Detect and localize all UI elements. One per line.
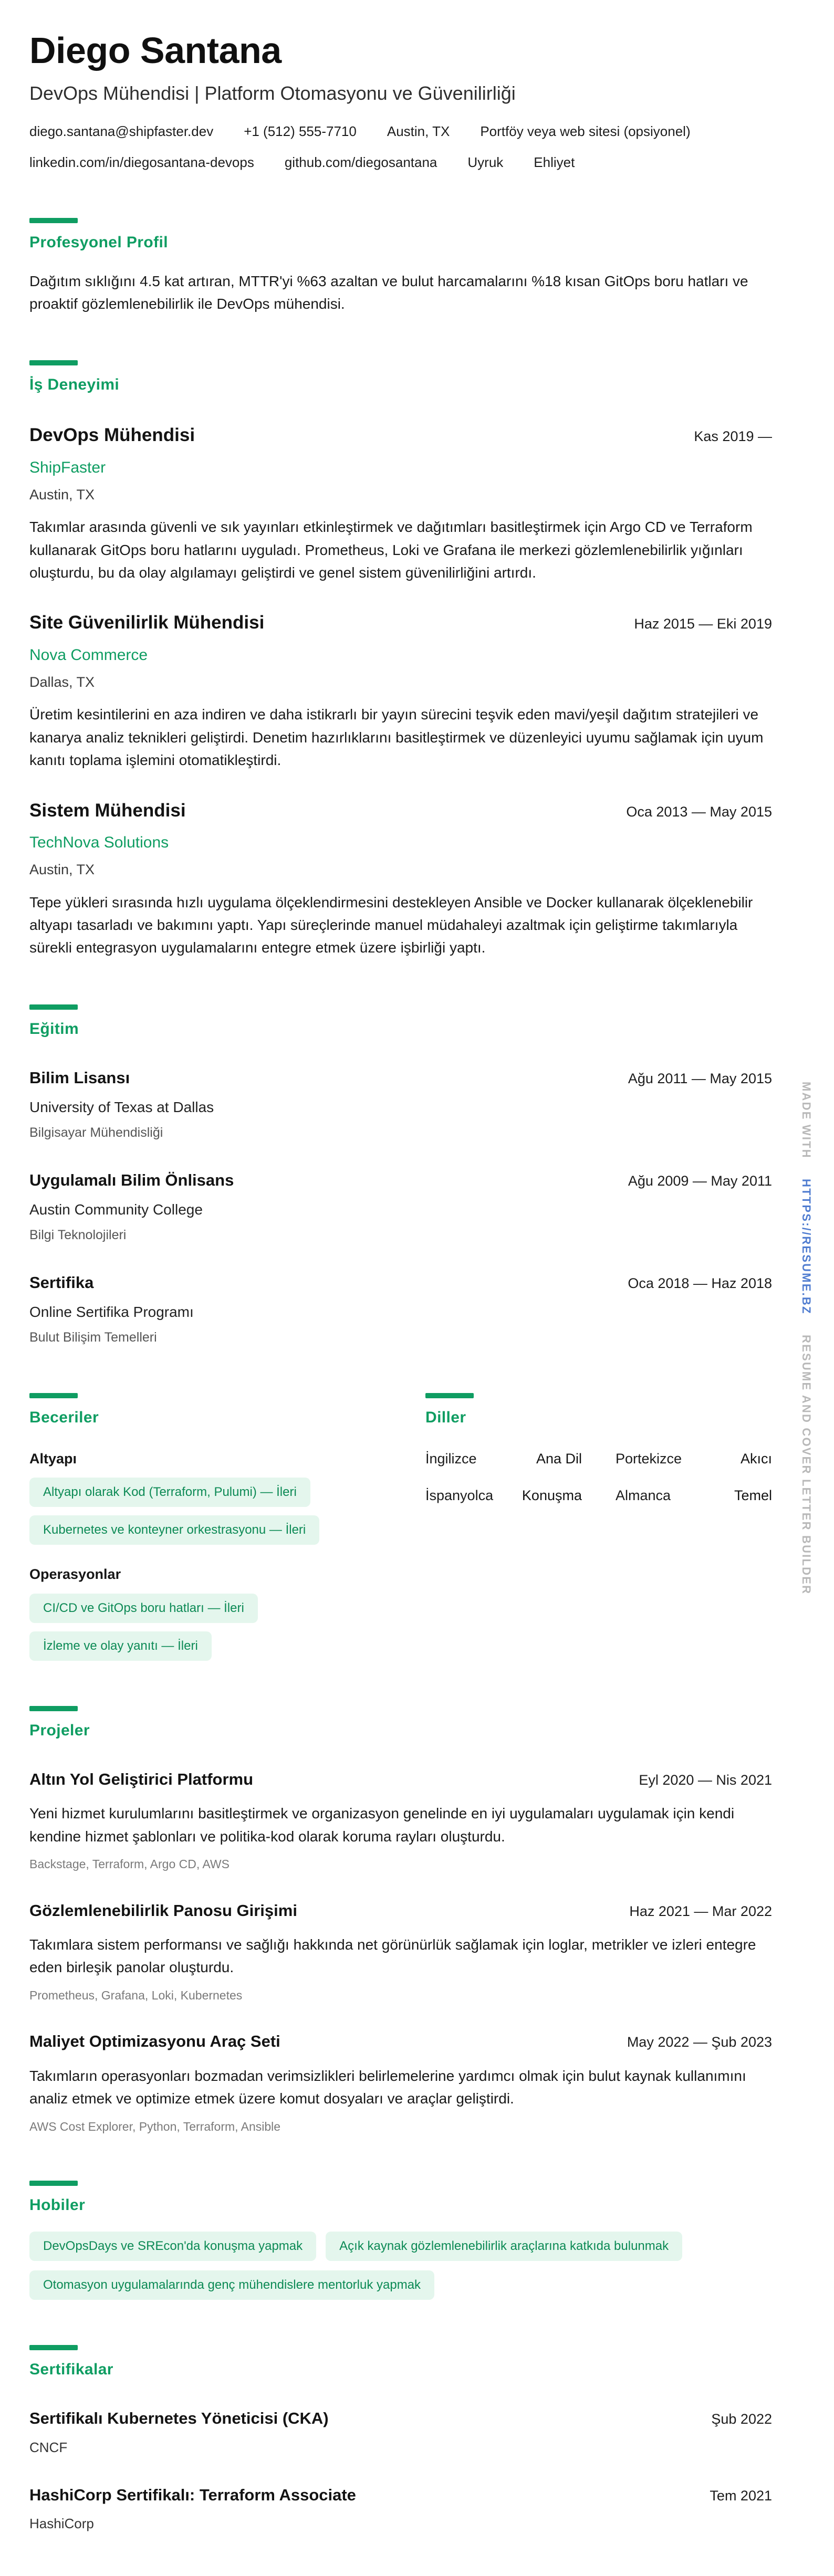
license-text: Ehliyet [534,154,575,170]
website-placeholder[interactable]: Portföy veya web sitesi (opsiyonel) [480,123,691,139]
company-link[interactable]: Nova Commerce [29,646,148,664]
job-location: Austin, TX [29,862,95,878]
certification-date: Tem 2021 [710,2487,772,2504]
certification-issuer: HashiCorp [29,2516,94,2532]
language-item [425,1448,582,1470]
hobbies-section [29,2181,772,2300]
profile-section-title: Profesyonel Profil [29,233,168,251]
project-name: Maliyet Optimizasyonu Araç Seti [29,2032,280,2051]
experience-item-header [29,422,772,449]
school-name: Austin Community College [29,1201,203,1218]
section-accent-bar [29,218,78,223]
project-tech-stack: Backstage, Terraform, Argo CD, AWS [29,1857,230,1871]
project-tech-stack: Prometheus, Grafana, Loki, Kubernetes [29,1988,243,2002]
language-level: Akıcı [740,1450,772,1467]
education-item-header [29,1271,772,1295]
certification-item [29,2406,772,2458]
person-name: Diego Santana [29,30,282,71]
watermark-tagline: RESUME AND COVER LETTER BUILDER [800,1335,813,1595]
language-level: Konuşma [522,1488,582,1504]
contact-row-2 [29,152,772,173]
hobby-pills [29,2232,772,2300]
language-name: İspanyolca [425,1488,494,1504]
project-item-header [29,1767,772,1792]
certification-item [29,2483,772,2535]
skills-section [29,1393,425,1661]
certification-item-header [29,2406,772,2431]
language-level: Temel [734,1488,772,1504]
skill-group-title: Operasyonlar [29,1566,121,1583]
project-item [29,2029,772,2135]
job-date: Haz 2015 — Eki 2019 [634,616,772,632]
skill-group [29,1564,399,1661]
education-section [29,1004,772,1348]
phone-link[interactable]: +1 (512) 555-7710 [244,123,357,139]
education-item [29,1271,772,1348]
section-accent-bar [29,1393,78,1398]
certification-item-header [29,2483,772,2508]
education-item-header [29,1168,772,1193]
skill-pill: CI/CD ve GitOps boru hatları — İleri [29,1594,258,1623]
education-item [29,1168,772,1245]
skills-section-title: Beceriler [29,1408,99,1426]
project-name: Altın Yol Geliştirici Platformu [29,1769,254,1788]
certification-name: Sertifikalı Kubernetes Yöneticisi (CKA) [29,2409,329,2428]
skill-group [29,1448,399,1545]
education-item-header [29,1066,772,1091]
experience-item [29,609,772,771]
language-item [616,1485,772,1506]
skill-pill-row [29,1594,399,1623]
field-of-study: Bilgi Teknolojileri [29,1228,127,1243]
job-location: Dallas, TX [29,674,95,690]
job-title: DevOps Mühendisi [29,425,195,446]
skill-pill: Kubernetes ve konteyner orkestrasyonu — İleri [29,1515,319,1545]
job-title: Site Güvenilirlik Mühendisi [29,612,265,633]
education-date: Ağu 2011 — May 2015 [628,1070,772,1086]
watermark-made-with: MADE WITH [800,1082,813,1159]
experience-item-header [29,609,772,637]
profile-summary: Dağıtım sıklığını 4.5 kat artıran, MTTR'yi %63 azaltan ve bulut harcamalarını %18 kısan GitOps boru hatları ve proaktif gözlemlenebilirlik ile DevOps mühendisi. [29,273,748,312]
education-section-title: Eğitim [29,1020,79,1038]
person-title: DevOps Mühendisi | Platform Otomasyonu ve Güvenilirliği [29,82,516,104]
certifications-section [29,2345,772,2534]
degree-title: Uygulamalı Bilim Önlisans [29,1170,234,1189]
watermark-resume-bz-link[interactable]: HTTPS://RESUME.BZ [800,1179,813,1315]
skill-group-title: Altyapı [29,1450,77,1467]
language-item [425,1485,582,1506]
education-item [29,1066,772,1143]
project-date: Haz 2021 — Mar 2022 [629,1903,772,1919]
section-accent-bar [29,1004,78,1010]
hobby-pill: DevOpsDays ve SREcon'da konuşma yapmak [29,2232,316,2261]
project-item-header [29,2029,772,2054]
language-level: Ana Dil [536,1450,582,1467]
project-name: Gözlemlenebilirlik Panosu Girişimi [29,1901,297,1920]
skill-pill: Altyapı olarak Kod (Terraform, Pulumi) — İleri [29,1478,310,1507]
company-link[interactable]: ShipFaster [29,458,106,476]
github-link[interactable]: github.com/diegosantana [284,154,437,170]
skill-pill-row [29,1631,399,1661]
skills-languages-row [29,1393,772,1661]
job-description: Takımlar arasında güvenli ve sık yayınları etkinleştirmek ve dağıtımları basitleştirmek için Argo CD ve Terraform kullanarak GitOps boru hatlarını uyguladı. Prometheus, Loki ve Grafana ile merkezi gözlemlenebilirlik yığınları oluşturdu, bu da olay algılamayı geliştirdi ve genel sistem güvenilirliğini artırdı. [29,519,753,581]
certification-name: HashiCorp Sertifikalı: Terraform Associate [29,2485,356,2504]
school-name: University of Texas at Dallas [29,1099,214,1116]
language-name: İngilizce [425,1450,477,1467]
project-date: May 2022 — Şub 2023 [627,2034,772,2050]
skill-pill-row [29,1478,399,1507]
languages-section-title: Diller [425,1408,466,1426]
experience-item [29,422,772,584]
hobbies-section-title: Hobiler [29,2196,86,2214]
skill-pill: İzleme ve olay yanıtı — İleri [29,1631,212,1661]
email-link[interactable]: diego.santana@shipfaster.dev [29,123,214,139]
experience-item-header [29,797,772,825]
job-description: Tepe yükleri sırasında hızlı uygulama ölçeklendirmesini destekleyen Ansible ve Docker kullanarak ölçeklenebilir altyapı tasarladı ve bakımını yaptı. Yapı süreçlerinde manuel müdahaleyi azaltmak için geliştirme takımlarıyla sürekli entegrasyon uygulamalarını entegre etmek üzere işbirliği yaptı. [29,894,753,956]
location-text: Austin, TX [387,123,450,139]
section-accent-bar [425,1393,474,1398]
project-item [29,1767,772,1873]
experience-item [29,797,772,959]
degree-title: Bilim Lisansı [29,1068,130,1087]
skill-pill-row [29,1515,399,1545]
project-description: Yeni hizmet kurulumlarını basitleştirmek ve organizasyon genelinde en iyi uygulamaları uygulamak için kendi kendine hizmet şablonları ve politika-kod olarak koruma rayları oluşturdu. [29,1805,735,1845]
experience-section-title: İş Deneyimi [29,376,120,394]
resume-header [29,29,772,173]
contact-row-1 [29,121,772,142]
linkedin-link[interactable]: linkedin.com/in/diegosantana-devops [29,154,254,170]
hobby-pill: Otomasyon uygulamalarında genç mühendislere mentorluk yapmak [29,2270,434,2300]
education-date: Ağu 2009 — May 2011 [628,1172,772,1189]
school-name: Online Sertifika Programı [29,1304,194,1321]
project-date: Eyl 2020 — Nis 2021 [639,1772,772,1788]
projects-section-title: Projeler [29,1721,90,1739]
section-accent-bar [29,360,78,365]
certifications-section-title: Sertifikalar [29,2361,113,2379]
degree-title: Sertifika [29,1273,94,1292]
project-tech-stack: AWS Cost Explorer, Python, Terraform, Ansible [29,2119,281,2133]
job-date: Kas 2019 — [694,428,772,445]
job-date: Oca 2013 — May 2015 [626,803,772,820]
job-description: Üretim kesintilerini en aza indiren ve daha istikrarlı bir yayın sürecini teşvik eden mavi/yeşil dağıtım stratejileri ve kanarya analiz teknikleri geliştirdi. Denetim hazırlıklarını basitleştirmek ve düzenleyici uyumu sağlamak için uyum kanıtı toplama işlemini otomatikleştirdi. [29,706,764,769]
education-date: Oca 2018 — Haz 2018 [628,1275,772,1291]
section-accent-bar [29,2181,78,2186]
certification-date: Şub 2022 [711,2411,772,2427]
languages-grid [425,1448,772,1506]
experience-section [29,360,772,959]
language-item [616,1448,772,1470]
nationality-text: Uyruk [467,154,504,170]
field-of-study: Bulut Bilişim Temelleri [29,1330,157,1345]
hobby-pill: Açık kaynak gözlemlenebilirlik araçlarına katkıda bulunmak [326,2232,682,2261]
languages-section [425,1393,772,1661]
job-location: Austin, TX [29,486,95,502]
section-accent-bar [29,2345,78,2350]
profile-section [29,218,772,316]
language-name: Portekizce [616,1450,682,1467]
project-item-header [29,1899,772,1923]
project-description: Takımlara sistem performansı ve sağlığı hakkında net görünürlük sağlamak için loglar, metrikler ve izleri entegre eden birleşik panolar oluşturdu. [29,1936,756,1976]
certification-issuer: CNCF [29,2439,68,2455]
project-item [29,1899,772,2005]
project-description: Takımların operasyonları bozmadan verimsizlikleri belirlemelerine yardımcı olmak için bulut kaynak kullanımını analiz etmek ve optimize etmek üzere komut dosyaları ve araçlar geliştirdi. [29,2067,746,2107]
company-link[interactable]: TechNova Solutions [29,834,169,852]
job-title: Sistem Mühendisi [29,800,186,821]
language-name: Almanca [616,1488,671,1504]
watermark [798,1082,815,1610]
projects-section [29,1706,772,2135]
field-of-study: Bilgisayar Mühendisliği [29,1125,163,1140]
section-accent-bar [29,1706,78,1711]
